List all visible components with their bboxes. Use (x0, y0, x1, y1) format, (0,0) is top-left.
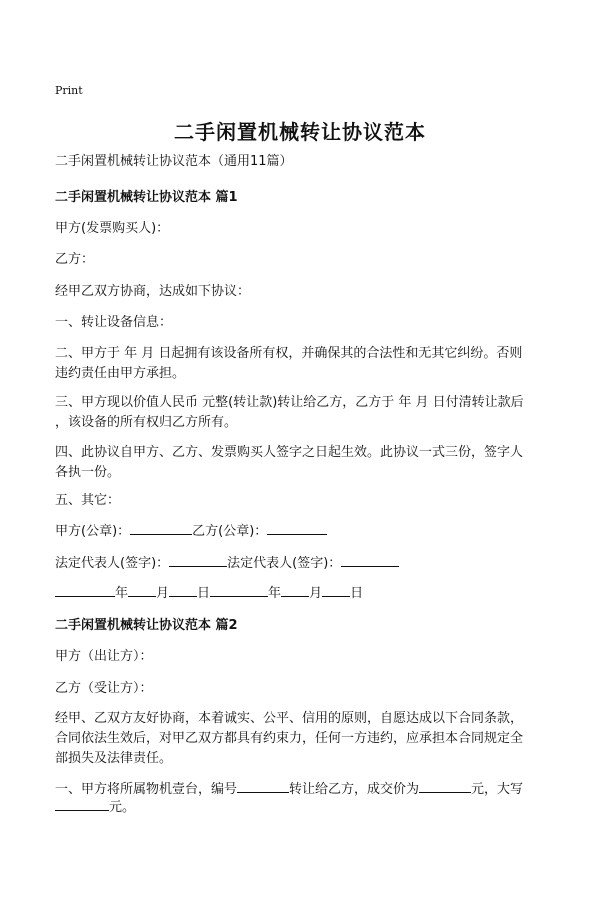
document-title: 二手闲置机械转让协议范本 (174, 120, 426, 144)
section2-intro-line1: 经甲、乙双方友好协商，本着诚实、公平、信用的原则，自愿达成以下合同条款， (55, 711, 524, 726)
item1-text-d: 元。 (109, 800, 136, 815)
day-label-b: 日 (350, 586, 364, 601)
price-words-blank (55, 796, 109, 811)
section2-intro-line2: 合同依法生效后，对甲乙双方都具有约束力，任何一方违约，应承担本合同规定全 (55, 731, 524, 746)
rep-b-blank (341, 552, 399, 567)
section1-item3-line1: 三、甲方现以价值人民币 元整(转让款)转让给乙方，乙方于 年 月 日付清转让款后 (55, 395, 524, 410)
section1-item2-line1: 二、甲方于 年 月 日起拥有该设备所有权，并确保其的合法性和无其它纠纷。否则 (55, 346, 523, 361)
day-blank-a (169, 582, 197, 597)
signature-row-seals (55, 520, 555, 542)
section1-item3-line2: ，该设备的所有权归乙方所有。 (55, 415, 238, 430)
party-b-seal-blank (267, 520, 327, 535)
section2-intro-line3: 部损失及法律责任。 (55, 751, 173, 766)
item1-text-a: 一、甲方将所属物机壹台，编号 (55, 782, 238, 797)
year-blank-b (210, 582, 268, 597)
section1-item1: 一、转让设备信息： (55, 315, 173, 330)
rep-a-label: 法定代表人(签字)： (55, 556, 170, 571)
year-label-b: 年 (268, 586, 282, 601)
month-blank-a (128, 582, 156, 597)
section1-item2-line2: 违约责任由甲方承担。 (55, 366, 186, 381)
day-label-a: 日 (197, 586, 211, 601)
section1-item5: 五、其它： (55, 493, 121, 508)
month-label-a: 月 (156, 586, 170, 601)
section1-item4-line2: 各执一份。 (55, 465, 121, 480)
document-subtitle: 二手闲置机械转让协议范本（通用11篇） (55, 154, 293, 169)
print-label: Print (55, 84, 83, 97)
date-row (55, 582, 555, 604)
section2-item1-line2 (55, 796, 555, 818)
section1-party-b: 乙方： (55, 252, 95, 267)
item1-text-c: 元，大写 (471, 782, 524, 797)
section1-intro: 经甲乙双方协商，达成如下协议： (55, 284, 251, 299)
party-a-seal-label: 甲方(公章)： (55, 524, 131, 539)
rep-b-label: 法定代表人(签字)： (227, 556, 342, 571)
day-blank-b (322, 582, 350, 597)
section1-party-a: 甲方(发票购买人)： (55, 221, 170, 236)
section2-heading: 二手闲置机械转让协议范本 篇2 (55, 618, 238, 633)
rep-a-blank (169, 552, 227, 567)
party-a-seal-blank (130, 520, 192, 535)
serial-number-blank (237, 778, 289, 793)
year-blank-a (55, 582, 115, 597)
party-b-seal-label: 乙方(公章)： (192, 524, 268, 539)
year-label-a: 年 (115, 586, 129, 601)
section1-heading: 二手闲置机械转让协议范本 篇1 (55, 190, 238, 205)
price-blank (419, 778, 471, 793)
signature-row-representatives (55, 552, 555, 574)
item1-text-b: 转让给乙方，成交价为 (289, 782, 420, 797)
month-blank-b (281, 582, 309, 597)
section2-party-b: 乙方（受让方）： (55, 681, 153, 696)
month-label-b: 月 (309, 586, 323, 601)
section2-party-a: 甲方（出让方）： (55, 649, 153, 664)
section1-item4-line1: 四、此协议自甲方、乙方、发票购买人签字之日起生效。此协议一式三份，签字人 (55, 445, 524, 460)
